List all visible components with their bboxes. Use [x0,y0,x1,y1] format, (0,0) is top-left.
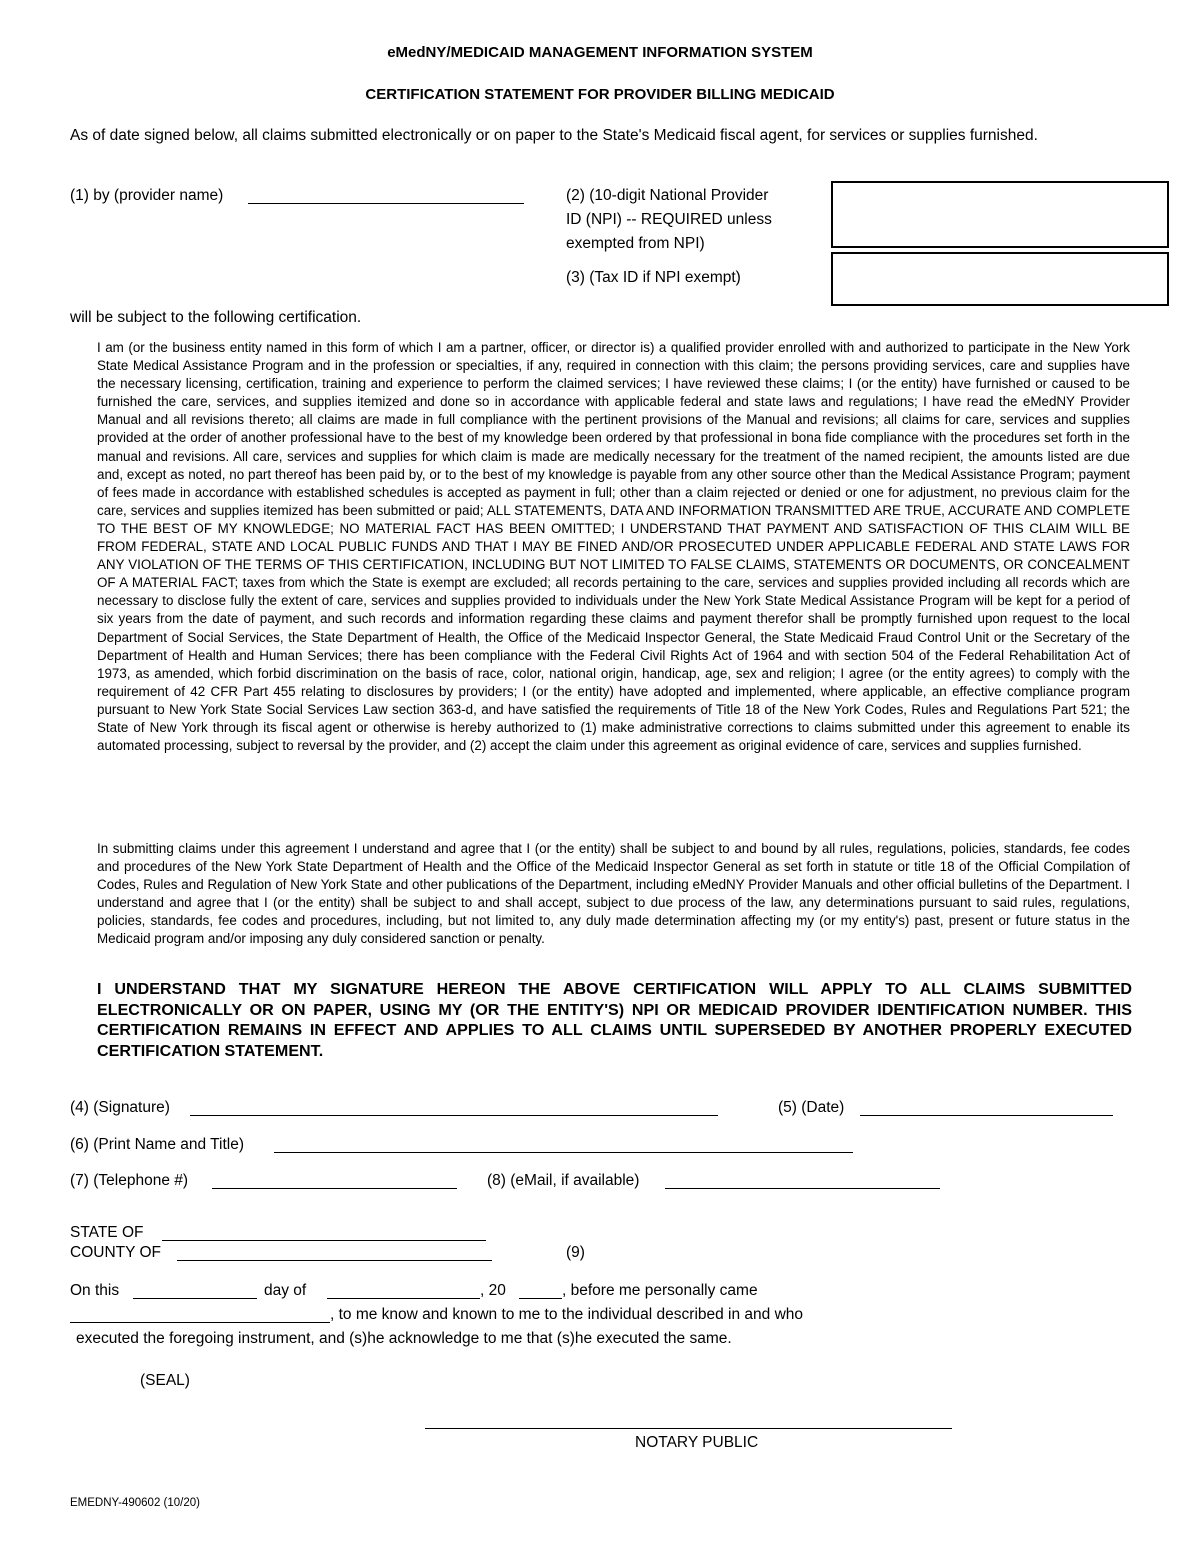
npi-label-line1: (2) (10-digit National Provider [566,187,769,204]
signature-label: (4) (Signature) [70,1099,170,1116]
print-name-label: (6) (Print Name and Title) [70,1136,244,1153]
notary-signature-field[interactable] [425,1428,952,1429]
tax-id-label: (3) (Tax ID if NPI exempt) [566,269,741,286]
notary-public-label: NOTARY PUBLIC [635,1434,759,1451]
npi-label-line2: ID (NPI) -- REQUIRED unless [566,211,772,228]
on-this-label: On this [70,1282,120,1299]
npi-input-box[interactable] [831,181,1169,248]
signature-field[interactable] [190,1115,718,1116]
day-field[interactable] [133,1298,257,1299]
subject-line: will be subject to the following certification. [70,309,362,326]
submitting-paragraph: In submitting claims under this agreement I understand and agree that I (or the entity) shall be subject to and bound by all rules, regulations, policies, standards, fee codes and procedures of the New York State Department of Health and the Office of the Medicaid Inspector General as set forth in statute or title 18 of the Official Compilation of Codes, Rules and Regulation of New York State and other publications of the Department, including eMedNY Provider Manuals and other official bulletins of the Department. I understand and agree that I (or the entity) shall be subject to and shall accept, subject to due process of the law, any determinations pursuant to said rules, regulations, policies, standards, fee codes and procedures, including, but not limited to, any duly made determination affecting my (or my entity's) past, present or future status in the Medicaid program and/or imposing any duly considered sanction or penalty. [97,841,1130,947]
known-text: , to me know and known to me to the individual described in and who [330,1306,804,1323]
certification-paragraph: I am (or the business entity named in this form of which I am a partner, officer, or director is) a qualified provider enrolled with and authorized to participate in the New York State Medical Assistance Program and in the profession or specialties, if any, required in connection with this claim; the persons providing services, care and supplies have the necessary licensing, certification, training and experience to perform the claimed services; I have reviewed these claims; I (or the entity) have furnished or caused to be furnished the care, services, and supplies itemized and done so in accordance with applicable federal and state laws and regulations; I have read the eMedNY Provider Manual and all revisions thereto; all claims are made in full compliance with the pertinent provisions of the Manual and revisions; all claims for care, services and supplies provided at the order of another professional have to the best of my knowledge been ordered by that professional in bona fide compliance with the procedures set forth in the manual and revisions. All care, services and supplies for which claim is made are medically necessary for the treatment of the named recipient, the amounts listed are due and, except as noted, no part thereof has been paid by, or to the best of my knowledge is payable from any other source other than the Medical Assistance Program; payment of fees made in accordance with established schedules is accepted as payment in full; other than a claim rejected or denied or one for adjustment, no previous claim for the care, services and supplies itemized has been submitted or paid; ALL STATEMENTS, DATA AND INFORMATION TRANSMITTED ARE TRUE, ACCURATE AND COMPLETE TO THE BEST OF MY KNOWLEDGE; NO MATERIAL FACT HAS BEEN OMITTED; I UNDERSTAND THAT PAYMENT AND SATISFACTION OF THIS CLAIM WILL BE FROM FEDERAL, STATE AND LOCAL PUBLIC FUNDS AND THAT I MAY BE FINED AND/OR PROSECUTED UNDER APPLICABLE FEDERAL AND STATE LAWS FOR ANY VIOLATION OF THE TERMS OF THIS CERTIFICATION, INCLUDING BUT NOT LIMITED TO FALSE CLAIMS, STATEMENTS OR DOCUMENTS, OR CONCEALMENT OF A MATERIAL FACT; taxes from which the State is exempt are excluded; all records pertaining to the care, services and supplies provided including all records which are necessary to disclose fully the extent of care, services and supplies provided to individuals under the New York State Medical Assistance Program will be kept for a period of six years from the date of payment, and such records and information regarding these claims and payment therefor shall be promptly furnished upon request to the local Department of Social Services, the State Department of Health, the Office of the Medicaid Inspector General, the State Medicaid Fraud Control Unit or the Secretary of the Department of Health and Human Services; there has been compliance with the Federal Civil Rights Act of 1964 and with section 504 of the Federal Rehabilitation Act of 1973, as amended, which forbid discrimination on the basis of race, color, national origin, handicap, age, sex and religion; I agree (or the entity agrees) to comply with the requirement of 42 CFR Part 455 relating to disclosures by providers; I (or the entity) have adopted and implemented, where applicable, an effective compliance program pursuant to New York State Social Services Law section 363-d, and have satisfied the requirements of Title 18 of the New York Codes, Rules and Regulations Part 521; the State of New York through its fiscal agent or otherwise is hereby authorized to (1) make administrative corrections to claims submitted under this agreement to enable its automated processing, subject to reversal by the provider, and (2) accept the claim under this agreement as original evidence of care, services and supplies furnished. [97,340,1130,754]
bold-certification-statement: I UNDERSTAND THAT MY SIGNATURE HEREON THE ABOVE CERTIFICATION WILL APPLY TO ALL CLAIMS SUBMITTED ELECTRONICALLY OR ON PAPER, USING MY (OR THE ENTITY'S) NPI OR MEDICAID PROVIDER IDENTIFICATION NUMBER. THIS CERTIFICATION REMAINS IN EFFECT AND APPLIES TO ALL CLAIMS UNTIL SUPERSEDED BY ANOTHER PROPERLY EXECUTED CERTIFICATION STATEMENT. [97,980,1132,1060]
county-field[interactable] [177,1260,492,1261]
system-title: eMedNY/MEDICAID MANAGEMENT INFORMATION SYSTEM [387,44,813,61]
telephone-label: (7) (Telephone #) [70,1172,189,1189]
person-name-field[interactable] [70,1322,330,1323]
state-of-label: STATE OF [70,1224,144,1241]
tax-id-input-box[interactable] [831,252,1169,306]
provider-name-label: (1) by (provider name) [70,187,224,204]
email-field[interactable] [665,1188,940,1189]
email-label: (8) (eMail, if available) [487,1172,640,1189]
form-title: CERTIFICATION STATEMENT FOR PROVIDER BILLING MEDICAID [365,86,835,103]
seal-label: (SEAL) [140,1372,190,1389]
telephone-field[interactable] [212,1188,457,1189]
county-of-label: COUNTY OF [70,1244,161,1261]
date-field[interactable] [860,1115,1113,1116]
form-number: EMEDNY-490602 (10/20) [70,1497,200,1509]
year-prefix: , 20 [480,1282,506,1299]
npi-label-line3: exempted from NPI) [566,235,705,252]
day-of-label: day of [264,1282,307,1299]
intro-text: As of date signed below, all claims submitted electronically or on paper to the State's Medicaid fiscal agent, for services or supplies furnished. [70,127,1038,144]
executed-text: executed the foregoing instrument, and (s)he acknowledge to me that (s)he executed the same. [76,1330,732,1347]
provider-name-field[interactable] [248,203,524,204]
month-field[interactable] [327,1298,480,1299]
year-field[interactable] [519,1298,562,1299]
state-field[interactable] [162,1240,486,1241]
before-me-text: , before me personally came [562,1282,758,1299]
print-name-field[interactable] [274,1152,853,1153]
date-label: (5) (Date) [778,1099,845,1116]
item-nine-label: (9) [566,1244,585,1261]
